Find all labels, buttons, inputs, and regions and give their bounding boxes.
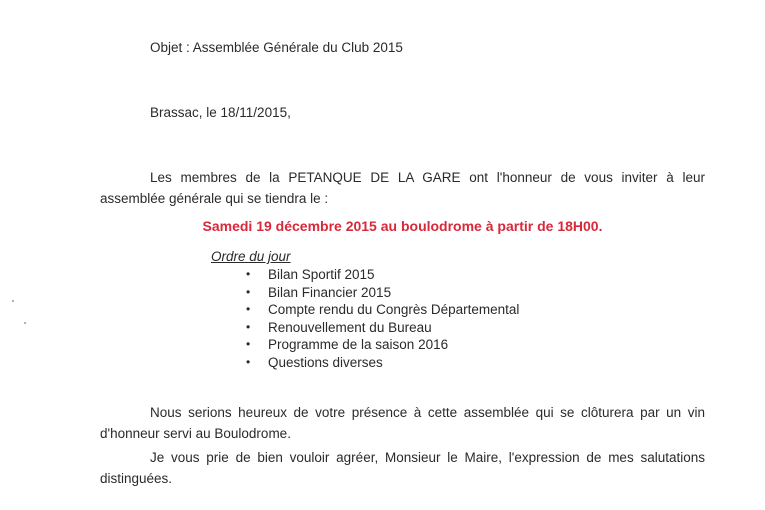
agenda-item [246,336,519,354]
agenda-title: Ordre du jour [211,249,291,264]
intro-line-2: assemblée générale qui se tiendra le : [100,191,329,206]
meeting-date-highlight: Samedi 19 décembre 2015 au boulodrome à partir de 18H00. [202,218,603,234]
agenda-item [246,301,519,319]
bullet-icon: • [246,354,251,369]
closing1-line-1: Nous serions heureux de votre présence à cette assemblée qui se clôturera par un vin [150,405,705,420]
agenda-item-label: Bilan Financier 2015 [268,284,392,300]
object-line: Objet : Assemblée Générale du Club 2015 [150,40,403,55]
place-date: Brassac, le 18/11/2015, [150,105,291,120]
scan-speck [12,300,14,302]
agenda-item-label: Questions diverses [268,354,383,370]
closing-paragraph-1 [100,402,705,444]
bullet-icon: • [246,302,251,316]
bullet-icon: • [246,284,251,299]
agenda-item [246,354,519,372]
scan-speck [24,322,26,324]
closing1-line-2: d'honneur servi au Boulodrome. [100,426,291,441]
agenda-item-label: Programme de la saison 2016 [268,337,449,352]
intro-line-1: Les membres de la PETANQUE DE LA GARE ont l'honneur de vous inviter à leur [150,170,705,185]
closing2-line-1: Je vous prie de bien vouloir agréer, Monsieur le Maire, l'expression de mes salutations [150,450,705,465]
bullet-icon: • [246,337,251,351]
agenda-list [246,266,519,371]
intro-paragraph [100,167,705,209]
closing-paragraph-2 [100,447,705,489]
closing2-line-2: distinguées. [100,471,173,486]
bullet-icon: • [246,319,251,334]
agenda-item [246,319,519,337]
agenda-item-label: Renouvellement du Bureau [268,319,432,335]
agenda-item-label: Bilan Sportif 2015 [268,267,375,282]
agenda-item [246,266,519,284]
bullet-icon: • [246,267,251,281]
agenda-item [246,284,519,302]
agenda-item-label: Compte rendu du Congrès Départemental [268,302,520,317]
